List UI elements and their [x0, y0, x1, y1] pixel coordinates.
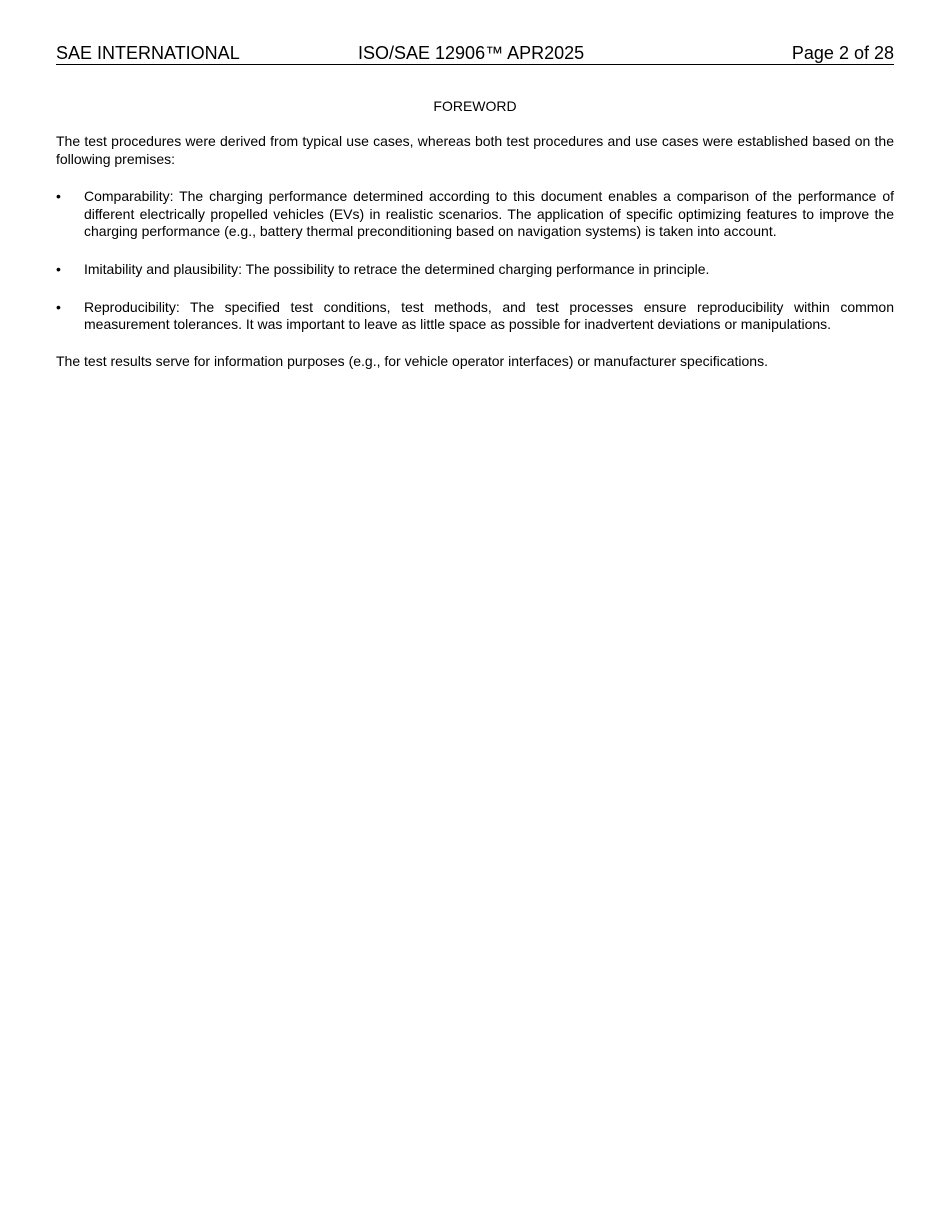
- premise-text: Reproducibility: The specified test conditions, test methods, and test processes ensure reproducibility within common measurement tolerances. It was important to leave as little space as possible for inadvertent deviations or manipulations.: [84, 298, 894, 333]
- bullet-icon: •: [56, 188, 61, 205]
- premise-comparability: [56, 188, 894, 241]
- premise-text: Comparability: The charging performance determined according to this document enables a comparison of the performance of different electrically propelled vehicles (EVs) in realistic scenarios. The application of specific optimizing features to improve the charging performance (e.g., battery thermal preconditioning based on navigation systems) is taken into account.: [84, 188, 894, 240]
- premise-reproducibility: [56, 299, 894, 334]
- premise-imitability: [56, 261, 894, 279]
- bullet-icon: •: [56, 298, 61, 315]
- intro-paragraph: The test procedures were derived from typical use cases, whereas both test procedures and use cases were established based on the following premises:: [56, 133, 894, 167]
- section-title: FOREWORD: [433, 98, 517, 114]
- closing-paragraph: The test results serve for information purposes (e.g., for vehicle operator interfaces) or manufacturer specifications.: [56, 352, 768, 369]
- premises-list: [56, 188, 894, 334]
- page-header: [56, 42, 894, 65]
- bullet-icon: •: [56, 260, 61, 277]
- header-document-id: ISO/SAE 12906™ APR2025: [358, 43, 585, 63]
- header-page-number: Page 2 of 28: [791, 43, 894, 63]
- premise-text: Imitability and plausibility: The possibility to retrace the determined charging performance in principle.: [84, 260, 710, 277]
- document-page: [56, 42, 894, 370]
- header-organization: SAE INTERNATIONAL: [56, 43, 240, 63]
